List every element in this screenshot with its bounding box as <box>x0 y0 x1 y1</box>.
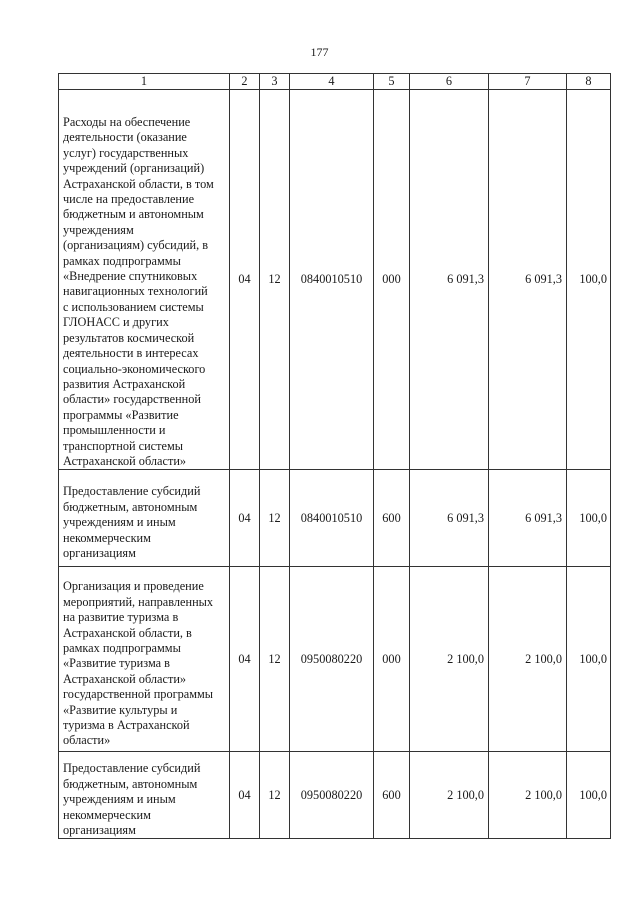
actual-amount: 6 091,3 <box>489 90 567 470</box>
column-header: 5 <box>374 74 410 90</box>
actual-amount: 2 100,0 <box>489 752 567 839</box>
section-code: 04 <box>230 752 260 839</box>
row-description: Предоставление субсидий бюджетным, автономным учреждениям и иным некоммерческим организациям <box>59 752 230 839</box>
table-row <box>59 567 611 752</box>
expense-type-code: 000 <box>374 567 410 752</box>
row-description: Предоставление субсидий бюджетным, автономным учреждениям и иным некоммерческим организациям <box>59 470 230 567</box>
table-header-row <box>59 74 611 90</box>
plan-amount: 2 100,0 <box>410 752 489 839</box>
expense-type-code: 600 <box>374 470 410 567</box>
column-header: 4 <box>290 74 374 90</box>
expense-type-code: 600 <box>374 752 410 839</box>
column-header: 7 <box>489 74 567 90</box>
plan-amount: 6 091,3 <box>410 470 489 567</box>
subsection-code: 12 <box>260 752 290 839</box>
target-article-code: 0840010510 <box>290 470 374 567</box>
execution-percent: 100,0 <box>567 752 611 839</box>
section-code: 04 <box>230 470 260 567</box>
execution-percent: 100,0 <box>567 470 611 567</box>
section-code: 04 <box>230 90 260 470</box>
plan-amount: 2 100,0 <box>410 567 489 752</box>
expense-type-code: 000 <box>374 90 410 470</box>
column-header: 6 <box>410 74 489 90</box>
table-row <box>59 90 611 470</box>
table-row <box>59 470 611 567</box>
row-description: Организация и проведение мероприятий, направленных на развитие туризма в Астраханской области, в рамках подпрограммы «Развитие туризма в Астраханской области» государственной программы «Развитие культуры и туризма в Астраханской области» <box>59 567 230 752</box>
plan-amount: 6 091,3 <box>410 90 489 470</box>
column-header: 8 <box>567 74 611 90</box>
column-header: 3 <box>260 74 290 90</box>
execution-percent: 100,0 <box>567 567 611 752</box>
section-code: 04 <box>230 567 260 752</box>
actual-amount: 2 100,0 <box>489 567 567 752</box>
budget-table <box>58 73 611 839</box>
row-description: Расходы на обеспечение деятельности (оказание услуг) государственных учреждений (организаций) Астраханской области, в том числе на предоставление бюджетным и автономным учреждениям (организациям) субсидий, в рамках подпрограммы «Внедрение спутниковых навигационных технологий с использованием системы ГЛОНАСС и других результатов космической деятельности в интересах социально-экономического развития Астраханской области» государственной программы «Развитие промышленности и транспортной системы Астраханской области» <box>59 90 230 470</box>
execution-percent: 100,0 <box>567 90 611 470</box>
table-row <box>59 752 611 839</box>
page-number: 177 <box>310 45 329 59</box>
subsection-code: 12 <box>260 90 290 470</box>
subsection-code: 12 <box>260 470 290 567</box>
target-article-code: 0950080220 <box>290 752 374 839</box>
target-article-code: 0950080220 <box>290 567 374 752</box>
actual-amount: 6 091,3 <box>489 470 567 567</box>
column-header: 1 <box>59 74 230 90</box>
target-article-code: 0840010510 <box>290 90 374 470</box>
subsection-code: 12 <box>260 567 290 752</box>
column-header: 2 <box>230 74 260 90</box>
